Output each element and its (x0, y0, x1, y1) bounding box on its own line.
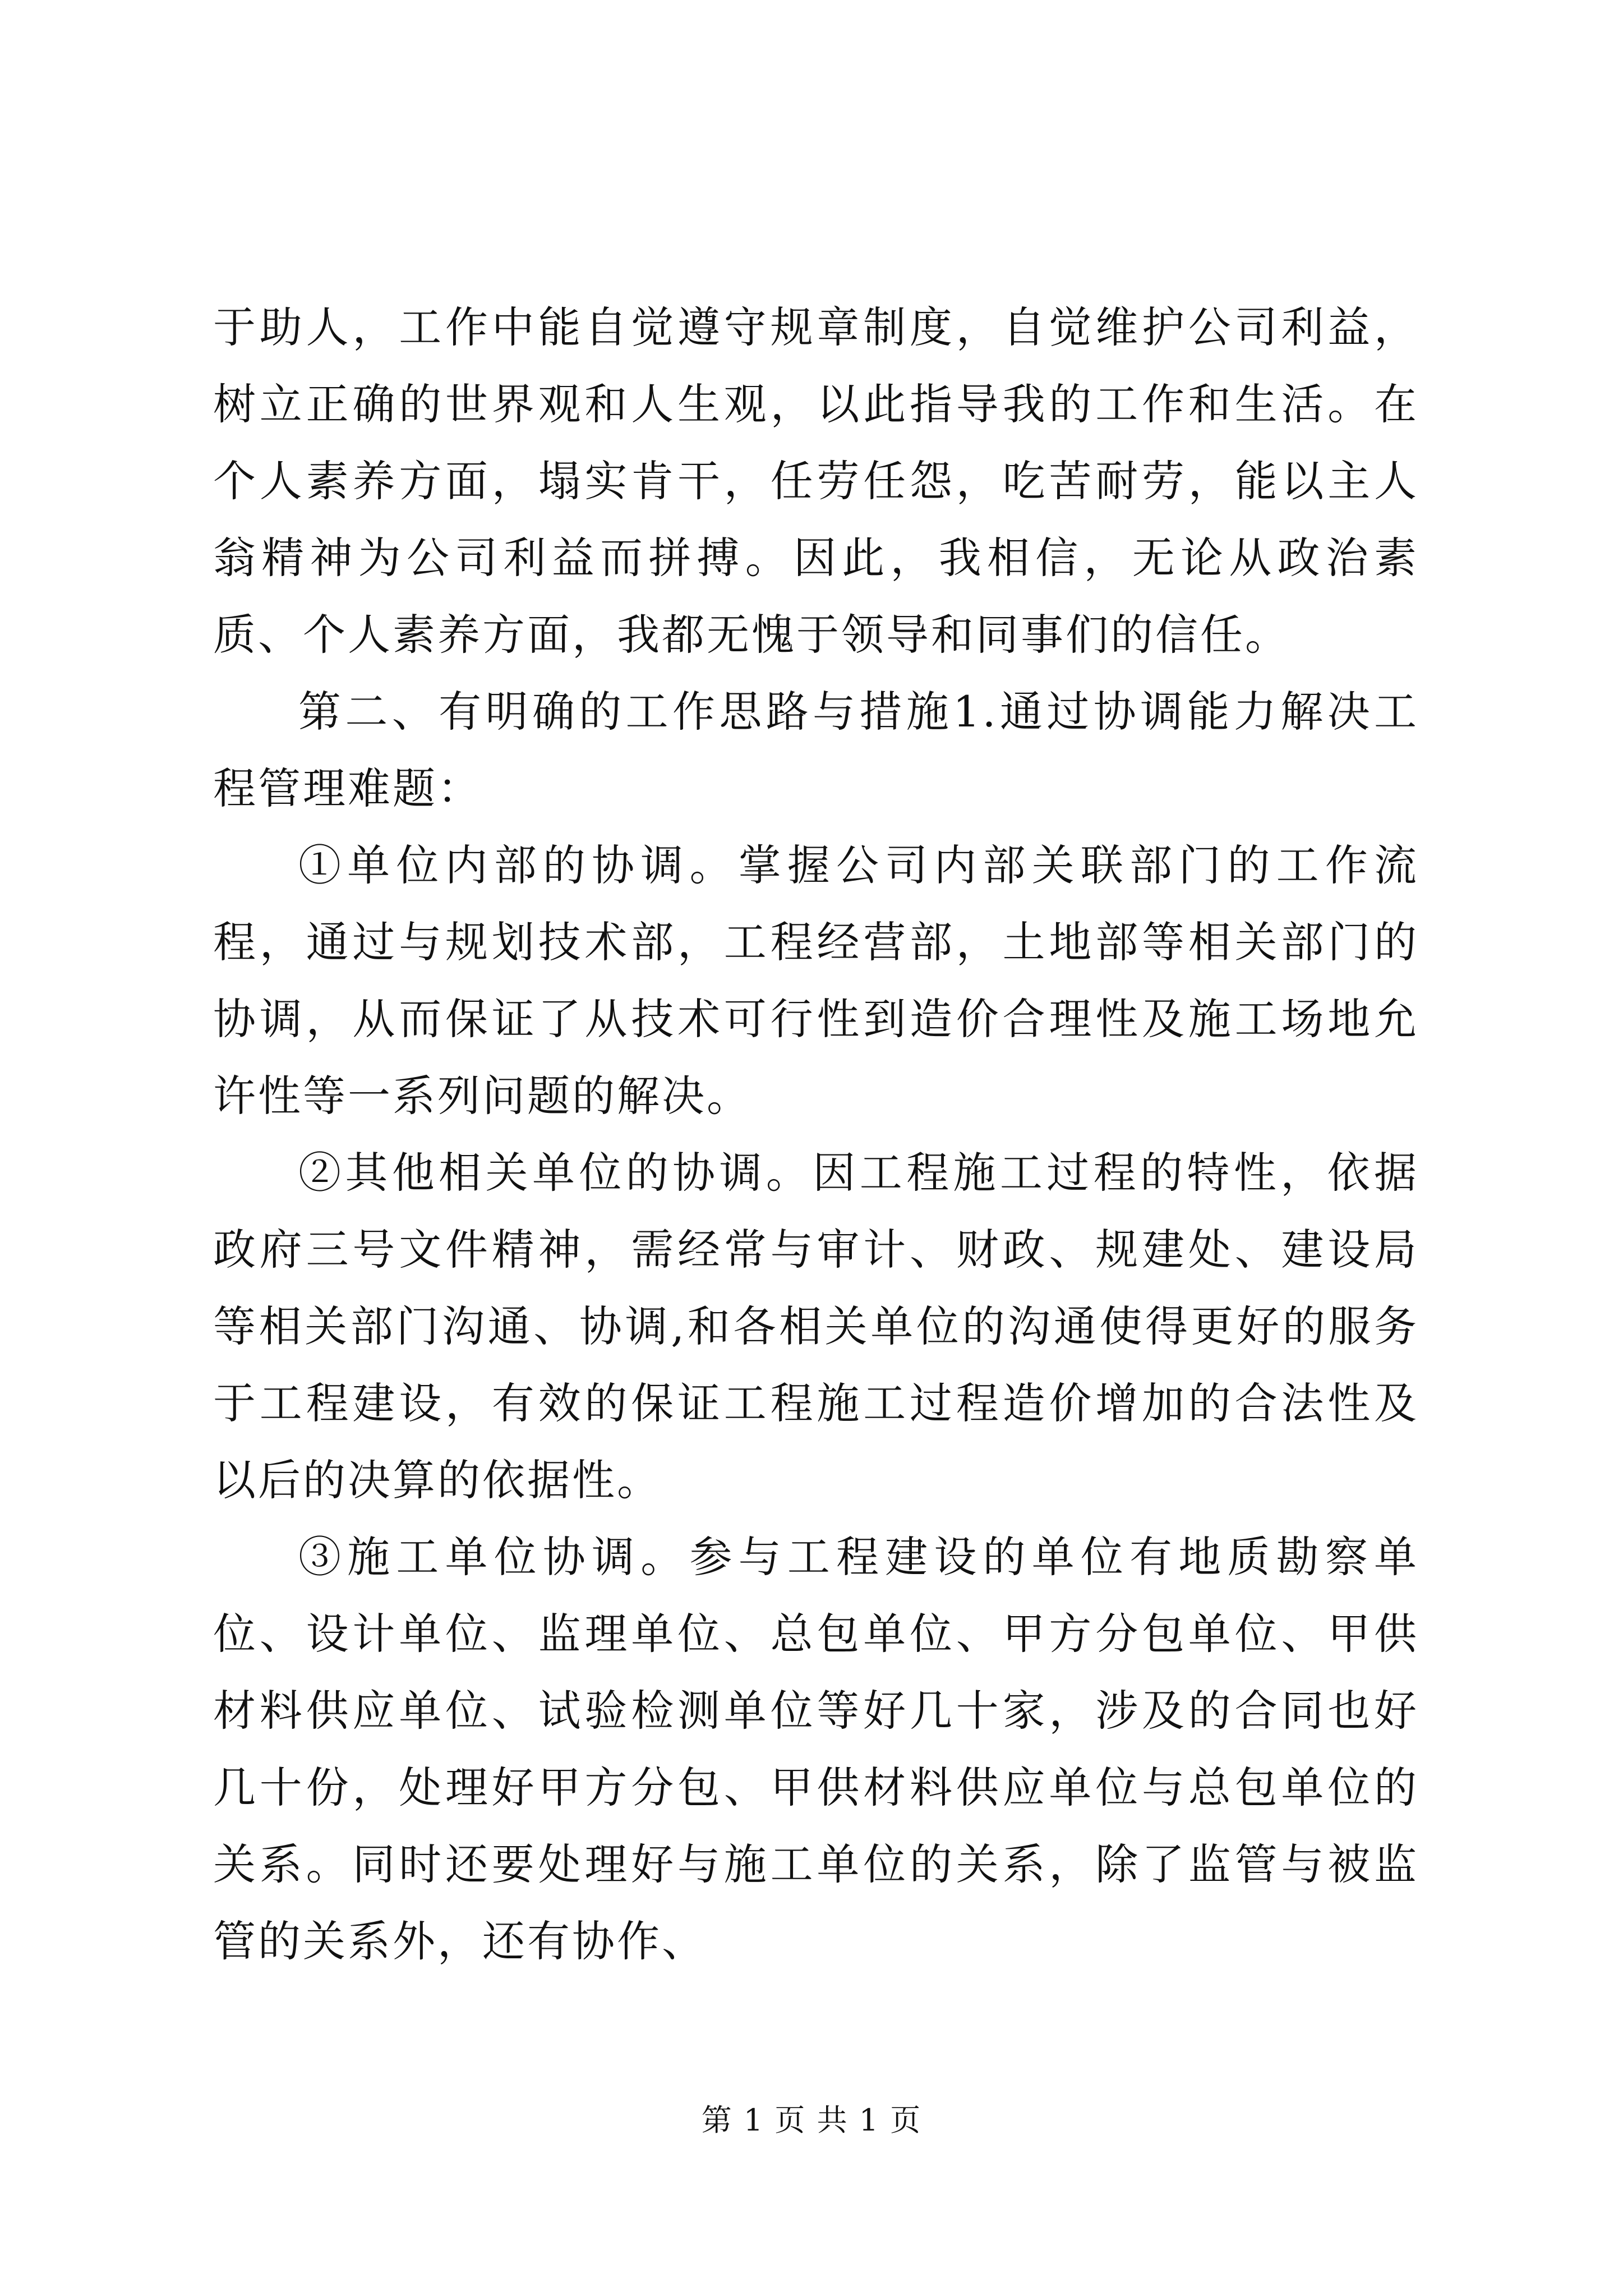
page-footer: 第 1 页 共 1 页 (701, 2102, 922, 2138)
paragraph-external-coordination: ②其他相关单位的协调。因工程施工过程的特性，依据政府三号文件精神，需经常与审计、财政、规建处、建设局等相关部门沟通、协调,和各相关单位的沟通使得更好的服务于工程建设，有效的保证工程施工过程造价增加的合法性及以后的决算的依据性。 (213, 1148, 1419, 1505)
paragraph-continuation: 于助人，工作中能自觉遵守规章制度，自觉维护公司利益，树立正确的世界观和人生观，以此指导我的工作和生活。在个人素养方面，塌实肯干，任劳任怨，吃苦耐劳，能以主人翁精神为公司利益而拼搏。因此，我相信，无论从政治素质、个人素养方面，我都无愧于领导和同事们的信任。 (213, 302, 1419, 660)
document-body (213, 289, 1419, 1980)
paragraph-section-two-heading: 第二、有明确的工作思路与措施1.通过协调能力解决工程管理难题： (213, 687, 1419, 813)
paragraph-internal-coordination: ①单位内部的协调。掌握公司内部关联部门的工作流程，通过与规划技术部，工程经营部，土地部等相关部门的协调，从而保证了从技术可行性到造价合理性及施工场地允许性等一系列问题的解决。 (213, 840, 1419, 1121)
paragraph-contractor-coordination: ③施工单位协调。参与工程建设的单位有地质勘察单位、设计单位、监理单位、总包单位、甲方分包单位、甲供材料供应单位、试验检测单位等好几十家，涉及的合同也好几十份，处理好甲方分包、甲供材料供应单位与总包单位的关系。同时还要处理好与施工单位的关系，除了监管与被监管的关系外，还有协作、 (213, 1532, 1419, 1966)
